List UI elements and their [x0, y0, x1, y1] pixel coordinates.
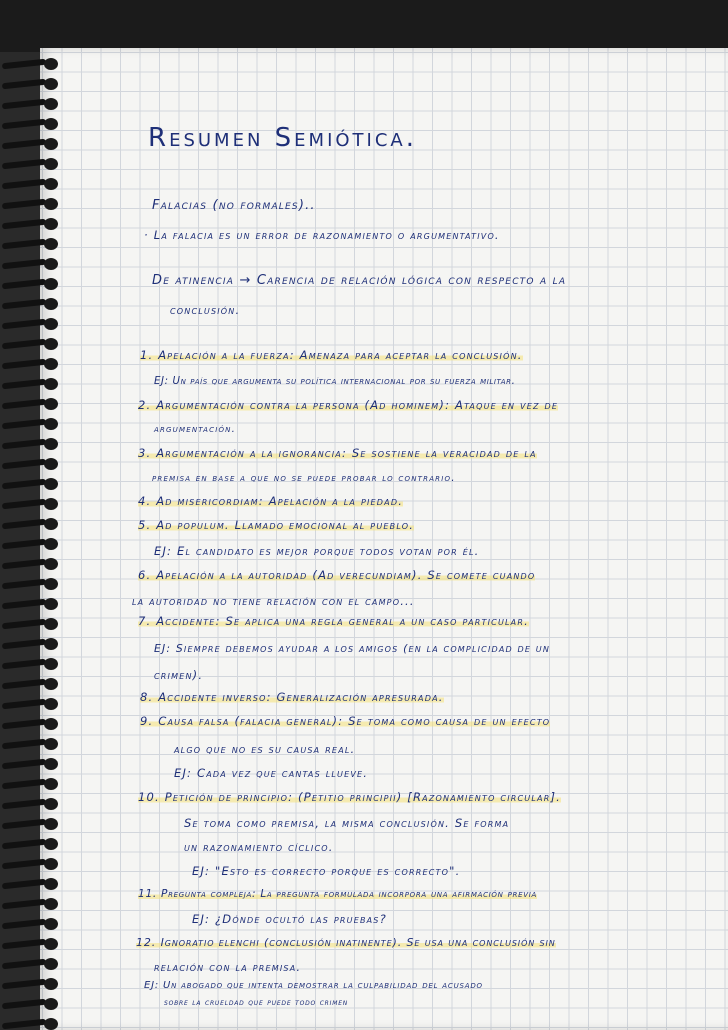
- spiral-coil: [2, 58, 64, 70]
- note-line: 2. Argumentación contra la persona (Ad hominem): Ataque en vez de: [138, 398, 559, 412]
- notebook-page: [40, 48, 728, 1030]
- spiral-coil: [2, 278, 64, 290]
- spiral-coil: [2, 478, 64, 490]
- note-line: 3. Argumentación a la ignorancia: Se sostiene la veracidad de la: [138, 446, 537, 460]
- note-line: la autoridad no tiene relación con el campo...: [132, 594, 415, 608]
- spiral-coil: [2, 858, 64, 870]
- spiral-coil: [2, 638, 64, 650]
- example-line: EJ: El candidato es mejor porque todos votan por él.: [154, 544, 480, 558]
- note-line: 5. Ad populum. Llamado emocional al pueblo.: [138, 518, 415, 532]
- spiral-coil: [2, 738, 64, 750]
- note-line: 10. Petición de principio: (Petitio principii) [Razonamiento circular].: [138, 790, 561, 804]
- scan-top-border: [0, 0, 728, 52]
- example-line: EJ: Cada vez que cantas llueve.: [174, 766, 369, 780]
- example-line: EJ: Un país que argumenta su política internacional por su fuerza militar.: [154, 376, 516, 387]
- spiral-coil: [2, 98, 64, 110]
- spiral-coil: [2, 598, 64, 610]
- spiral-coil: [2, 418, 64, 430]
- note-line: De atinencia → Carencia de relación lógica con respecto a la: [152, 273, 567, 288]
- spiral-coil: [2, 978, 64, 990]
- spiral-coil: [2, 938, 64, 950]
- spiral-coil: [2, 378, 64, 390]
- note-line: Se toma como premisa, la misma conclusión. Se forma: [184, 816, 510, 830]
- spiral-coil: [2, 958, 64, 970]
- spiral-coil: [2, 178, 64, 190]
- spiral-coil: [2, 558, 64, 570]
- spiral-coil: [2, 678, 64, 690]
- spiral-coil: [2, 298, 64, 310]
- spiral-coil: [2, 718, 64, 730]
- spiral-coil: [2, 238, 64, 250]
- spiral-coil: [2, 698, 64, 710]
- spiral-coil: [2, 998, 64, 1010]
- spiral-coil: [2, 918, 64, 930]
- example-line: EJ: ¿Dónde ocultó las pruebas?: [192, 912, 387, 926]
- spiral-coil: [2, 398, 64, 410]
- spiral-coil: [2, 318, 64, 330]
- spiral-coil: [2, 498, 64, 510]
- spiral-coil: [2, 578, 64, 590]
- spiral-coil: [2, 338, 64, 350]
- note-line: 12. Ignoratio elenchi (conclusión inatinente). Se usa una conclusión sin: [136, 936, 556, 949]
- note-line: · La falacia es un error de razonamiento o argumentativo.: [144, 228, 500, 242]
- spiral-coil: [2, 878, 64, 890]
- spiral-coil: [2, 898, 64, 910]
- note-line: 4. Ad misericordiam: Apelación a la piedad.: [138, 494, 404, 508]
- spiral-coil: [2, 658, 64, 670]
- spiral-coil: [2, 198, 64, 210]
- spiral-coil: [2, 258, 64, 270]
- example-line: EJ: Un abogado que intenta demostrar la culpabilidad del acusado: [144, 980, 483, 991]
- spiral-coil: [2, 458, 64, 470]
- example-line: EJ: Siempre debemos ayudar a los amigos (en la complicidad de un: [154, 642, 551, 655]
- spiral-coil: [2, 218, 64, 230]
- spiral-coil: [2, 778, 64, 790]
- spiral-coil: [2, 518, 64, 530]
- note-line: 1. Apelación a la fuerza: Amenaza para aceptar la conclusión.: [140, 348, 523, 362]
- note-line: algo que no es su causa real.: [174, 742, 356, 756]
- note-line: 7. Accidente: Se aplica una regla general a un caso particular.: [138, 614, 529, 628]
- example-line: EJ: "Esto es correcto porque es correcto".: [192, 864, 461, 878]
- example-line: sobre la crueldad que puede todo crimen: [164, 998, 349, 1008]
- note-line: argumentación.: [154, 424, 236, 435]
- spiral-coil: [2, 78, 64, 90]
- note-line: un razonamiento cíclico.: [184, 840, 334, 854]
- spiral-coil: [2, 158, 64, 170]
- spiral-coil: [2, 798, 64, 810]
- spiral-coil: [2, 758, 64, 770]
- note-line: 8. Accidente inverso: Generalización apresurada.: [140, 690, 444, 704]
- note-line: 9. Causa falsa (falacia general): Se toma como causa de un efecto: [140, 714, 551, 728]
- note-line: 11. Pregunta compleja: La pregunta formulada incorpora una afirmación previa: [138, 888, 537, 900]
- note-line: crimen).: [154, 668, 204, 682]
- spiral-coil: [2, 538, 64, 550]
- note-line: conclusión.: [170, 303, 241, 317]
- spiral-coil: [2, 118, 64, 130]
- section-heading: Falacias (no formales)..: [152, 198, 316, 213]
- spiral-coil: [2, 138, 64, 150]
- spiral-coil: [2, 818, 64, 830]
- spiral-coil: [2, 438, 64, 450]
- spiral-binding: [0, 52, 60, 1030]
- note-line: relación con la premisa.: [154, 960, 302, 974]
- spiral-coil: [2, 838, 64, 850]
- page-title: Resumen Semiótica.: [148, 123, 418, 153]
- spiral-coil: [2, 358, 64, 370]
- spiral-coil: [2, 1018, 64, 1030]
- spiral-coil: [2, 618, 64, 630]
- note-line: 6. Apelación a la autoridad (Ad verecundiam). Se comete cuando: [138, 568, 536, 582]
- note-line: premisa en base a que no se puede probar lo contrario.: [152, 472, 456, 484]
